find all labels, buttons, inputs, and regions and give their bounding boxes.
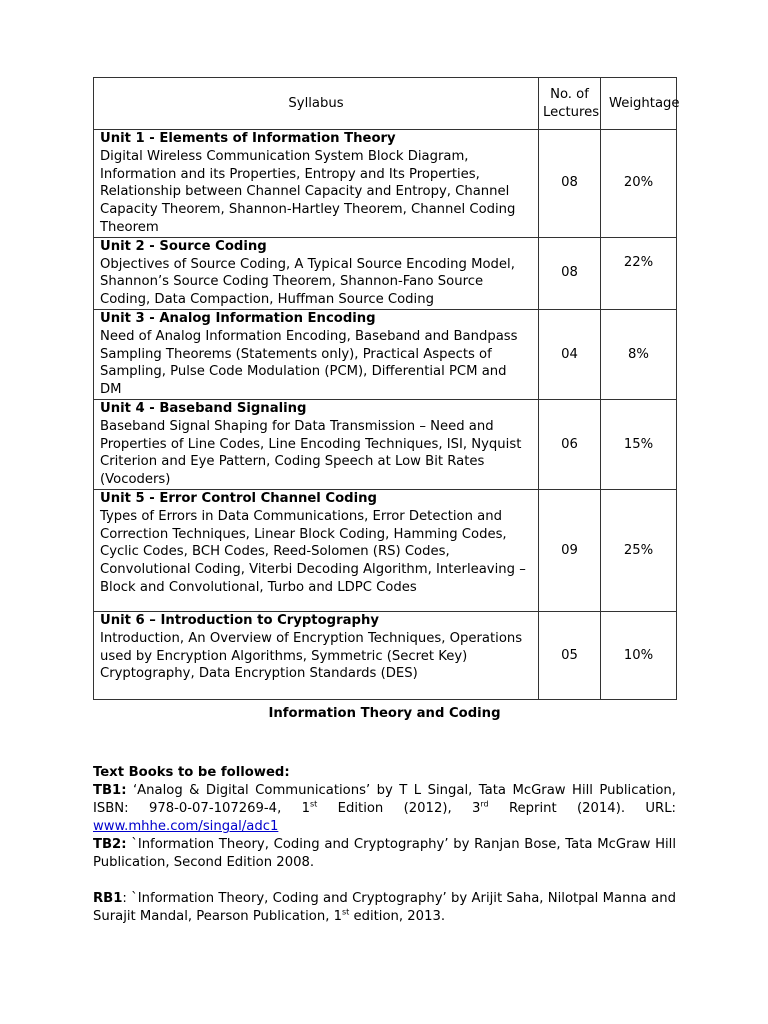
tb2-text: `Information Theory, Coding and Cryptography’ by Ranjan Bose, Tata McGraw Hill Publication, Second Edition 2008. [93, 837, 676, 870]
unit-description: Baseband Signal Shaping for Data Transmission – Need and Properties of Line Codes, Line Encoding Techniques, ISI, Nyquist Criterion and Eye Pattern, Coding Speech at Low Bit Rates (Vocoders) [100, 418, 522, 488]
spacer [93, 872, 676, 890]
unit-title: Unit 1 - Elements of Information Theory [100, 131, 396, 146]
tb1-text-a: ‘Analog & Digital Communications’ by T L Singal, Tata McGraw Hill Publication, ISBN: 978-0-07-107269-4, 1 [93, 783, 676, 816]
header-syllabus: Syllabus [94, 78, 539, 130]
unit-description: Objectives of Source Coding, A Typical Source Encoding Model, Shannon’s Source Coding Theorem, Shannon-Fano Source Coding, Data Compaction, Huffman Source Coding [100, 256, 515, 308]
table-caption: Information Theory and Coding [268, 705, 501, 721]
unit-description: Types of Errors in Data Communications, Error Detection and Correction Techniques, Linear Block Coding, Hamming Codes, Cyclic Codes, BCH Codes, Reed-Solomen (RS) Codes, Convolutional Coding, Viterbi Decoding Algorithm, Interleaving – Block and Convolutional, Turbo and LDPC Codes [100, 508, 526, 595]
unit-title: Unit 5 - Error Control Channel Coding [100, 490, 377, 506]
rb1-label: RB1 [93, 891, 123, 906]
table-row [94, 237, 677, 309]
tb2-label: TB2: [93, 837, 127, 852]
unit-cell [94, 611, 539, 699]
weightage-cell: 10% [601, 611, 677, 699]
unit-title: Unit 2 - Source Coding [100, 238, 267, 254]
weightage-cell: 25% [601, 489, 677, 611]
unit-cell [94, 489, 539, 611]
table-header-row [94, 78, 677, 130]
unit-description: Digital Wireless Communication System Block Diagram, Information and its Properties, Entropy and Its Properties, Relationship between Channel Capacity and Entropy, Channel Capacity Theorem, Shannon-Hartley Theorem, Channel Coding Theorem [100, 148, 516, 235]
textbook-2 [93, 836, 676, 872]
unit-cell [94, 399, 539, 489]
unit-cell [94, 309, 539, 399]
table-row [94, 489, 677, 611]
lectures-cell: 08 [539, 130, 601, 238]
lectures-cell: 05 [539, 611, 601, 699]
unit-title: Unit 3 - Analog Information Encoding [100, 310, 376, 326]
tb1-text-c: Reprint (2014). URL: [488, 801, 676, 816]
syllabus-section [93, 77, 680, 721]
table-row [94, 399, 677, 489]
unit-description: Introduction, An Overview of Encryption Techniques, Operations used by Encryption Algorithms, Symmetric (Secret Key) Cryptography, Data Encryption Standards (DES) [100, 630, 523, 682]
header-lectures: No. of Lectures [539, 78, 601, 130]
textbook-1 [93, 782, 676, 836]
header-weightage: Weightage [601, 78, 677, 130]
rb1-text-b: edition, 2013. [349, 909, 446, 924]
weightage-cell: 22% [601, 237, 677, 309]
unit-cell [94, 130, 539, 238]
rb1-sup: st [341, 907, 350, 917]
unit-title: Unit 4 - Baseband Signaling [100, 400, 307, 416]
unit-title: Unit 6 – Introduction to Cryptography [100, 612, 379, 628]
table-row [94, 611, 677, 699]
unit-description: Need of Analog Information Encoding, Baseband and Bandpass Sampling Theorems (Statements only), Practical Aspects of Sampling, Pulse Code Modulation (PCM), Differential PCM and DM [100, 328, 518, 398]
tb1-sup-1: st [310, 799, 318, 809]
tb1-text-b: Edition (2012), 3 [317, 801, 481, 816]
table-row [94, 130, 677, 238]
books-section [93, 764, 676, 926]
tb1-url-link[interactable]: www.mhhe.com/singal/adc1 [93, 819, 279, 834]
table-row [94, 309, 677, 399]
unit-cell [94, 237, 539, 309]
books-heading: Text Books to be followed: [93, 765, 290, 780]
lectures-cell: 04 [539, 309, 601, 399]
syllabus-table [93, 77, 680, 700]
lectures-cell: 06 [539, 399, 601, 489]
weightage-cell: 8% [601, 309, 677, 399]
rb1-text-a: : `Information Theory, Coding and Cryptography’ by Arijit Saha, Nilotpal Manna and Surajit Mandal, Pearson Publication, 1 [93, 891, 676, 924]
reference-book-1 [93, 890, 676, 926]
lectures-cell: 09 [539, 489, 601, 611]
lectures-cell: 08 [539, 237, 601, 309]
weightage-cell: 15% [601, 399, 677, 489]
tb1-label: TB1: [93, 783, 127, 798]
weightage-cell: 20% [601, 130, 677, 238]
tb1-sup-2: rd [480, 799, 489, 809]
